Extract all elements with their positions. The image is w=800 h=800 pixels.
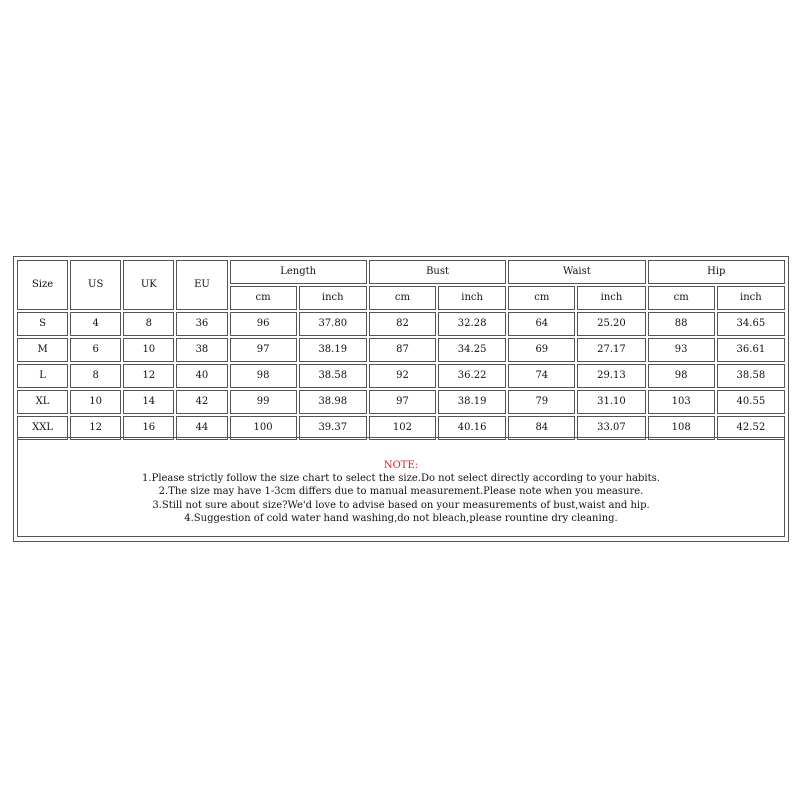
table-row [17,312,785,336]
cell-length-cm: 96 [230,312,297,336]
table-row [17,338,785,362]
header-size: Size [17,260,68,310]
cell-length-inch: 39.37 [299,416,367,440]
cell-waist-cm: 84 [508,416,575,440]
cell-length-cm: 100 [230,416,297,440]
cell-bust-inch: 38.19 [438,390,506,414]
cell-bust-inch: 32.28 [438,312,506,336]
cell-waist-inch: 25.20 [577,312,645,336]
table-row [17,364,785,388]
cell-us: 10 [70,390,121,414]
size-table [15,258,787,442]
cell-uk: 8 [123,312,174,336]
cell-bust-inch: 34.25 [438,338,506,362]
cell-waist-inch: 27.17 [577,338,645,362]
cell-eu: 42 [176,390,227,414]
header-us: US [70,260,121,310]
header-bust: Bust [369,260,506,284]
note-line-3: 3.Still not sure about size?We'd love to advise based on your measurements of bust,waist and hip. [152,499,650,511]
cell-size: L [17,364,68,388]
cell-bust-cm: 102 [369,416,436,440]
unit-bust-cm: cm [369,286,436,310]
cell-eu: 40 [176,364,227,388]
cell-length-inch: 38.58 [299,364,367,388]
cell-bust-inch: 40.16 [438,416,506,440]
cell-size: M [17,338,68,362]
cell-uk: 10 [123,338,174,362]
size-chart [13,256,789,542]
note-line-2: 2.The size may have 1-3cm differs due to manual measurement.Please note when you measure. [158,486,644,498]
header-length: Length [230,260,367,284]
cell-size: S [17,312,68,336]
cell-length-cm: 99 [230,390,297,414]
cell-us: 6 [70,338,121,362]
header-uk: UK [123,260,174,310]
unit-length-inch: inch [299,286,367,310]
unit-bust-inch: inch [438,286,506,310]
cell-waist-inch: 29.13 [577,364,645,388]
note-line-4: 4.Suggestion of cold water hand washing,do not bleach,please rountine dry cleaning. [184,512,618,524]
note-box [17,437,785,537]
cell-bust-cm: 82 [369,312,436,336]
cell-hip-cm: 103 [648,390,715,414]
cell-length-inch: 37.80 [299,312,367,336]
table-row [17,390,785,414]
cell-length-inch: 38.19 [299,338,367,362]
unit-waist-inch: inch [577,286,645,310]
cell-waist-cm: 69 [508,338,575,362]
cell-hip-inch: 40.55 [717,390,785,414]
cell-length-cm: 97 [230,338,297,362]
cell-bust-inch: 36.22 [438,364,506,388]
header-eu: EU [176,260,227,310]
cell-waist-inch: 31.10 [577,390,645,414]
cell-hip-cm: 93 [648,338,715,362]
cell-bust-cm: 92 [369,364,436,388]
cell-hip-cm: 108 [648,416,715,440]
cell-waist-cm: 64 [508,312,575,336]
cell-eu: 38 [176,338,227,362]
cell-waist-inch: 33.07 [577,416,645,440]
note-line-1: 1.Please strictly follow the size chart to select the size.Do not select directly according to your habits. [142,473,660,485]
cell-length-inch: 38.98 [299,390,367,414]
cell-uk: 14 [123,390,174,414]
note-title: NOTE: [383,460,419,471]
cell-eu: 36 [176,312,227,336]
cell-hip-inch: 34.65 [717,312,785,336]
header-row [17,260,785,284]
header-waist: Waist [508,260,645,284]
cell-hip-cm: 88 [648,312,715,336]
unit-waist-cm: cm [508,286,575,310]
cell-us: 8 [70,364,121,388]
cell-waist-cm: 79 [508,390,575,414]
cell-uk: 16 [123,416,174,440]
cell-hip-inch: 36.61 [717,338,785,362]
cell-length-cm: 98 [230,364,297,388]
cell-uk: 12 [123,364,174,388]
cell-size: XXL [17,416,68,440]
cell-bust-cm: 87 [369,338,436,362]
cell-hip-inch: 38.58 [717,364,785,388]
unit-hip-inch: inch [717,286,785,310]
cell-hip-inch: 42.52 [717,416,785,440]
cell-bust-cm: 97 [369,390,436,414]
cell-eu: 44 [176,416,227,440]
header-hip: Hip [648,260,785,284]
cell-us: 12 [70,416,121,440]
unit-hip-cm: cm [648,286,715,310]
cell-size: XL [17,390,68,414]
cell-us: 4 [70,312,121,336]
unit-length-cm: cm [230,286,297,310]
cell-waist-cm: 74 [508,364,575,388]
cell-hip-cm: 98 [648,364,715,388]
